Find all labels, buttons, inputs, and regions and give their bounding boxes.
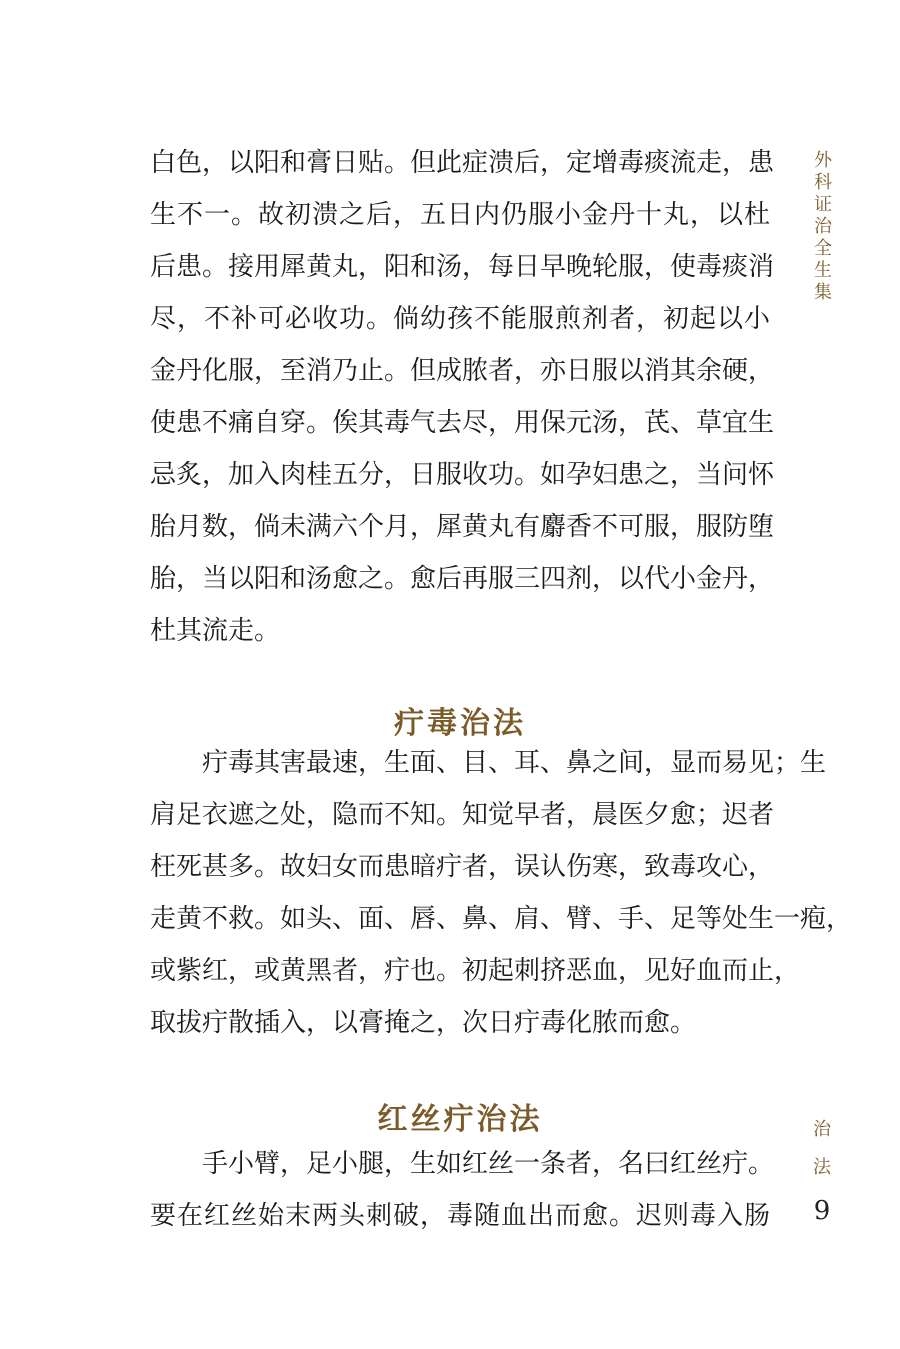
section-title-dingdu: 疔毒治法	[394, 706, 526, 741]
section-title-hongsiding: 红丝疔治法	[377, 1102, 543, 1137]
text-line: 取拔疔散插入，以膏掩之，次日疔毒化脓而愈。	[150, 1008, 697, 1038]
text-line: 手小臂，足小腿，生如红丝一条者，名曰红丝疔。	[202, 1149, 775, 1179]
text-line: 生不一。故初溃之后，五日内仍服小金丹十丸，以杜	[150, 200, 770, 230]
text-line: 要在红丝始末两头刺破，毒随血出而愈。迟则毒入肠	[150, 1201, 770, 1231]
running-header: 外科证治全生集	[811, 150, 832, 304]
text-line: 尽，不补可必收功。倘幼孩不能服煎剂者，初起以小	[150, 304, 770, 334]
section-marker-2: 法	[813, 1157, 831, 1178]
section-marker-1: 治	[813, 1119, 831, 1140]
text-line: 忌炙，加入肉桂五分，日服收功。如孕妇患之，当问怀	[150, 460, 775, 490]
text-line: 金丹化服，至消乃止。但成脓者，亦日服以消其余硬，	[150, 356, 775, 386]
top-border	[0, 0, 900, 8]
text-line: 走黄不救。如头、面、唇、鼻、肩、臂、手、足等处生一疱，	[150, 904, 853, 934]
paragraph-hongsiding	[150, 1138, 775, 1242]
text-line: 白色，以阳和膏日贴。但此症溃后，定增毒痰流走，患	[150, 148, 775, 178]
text-line: 后患。接用犀黄丸，阳和汤，每日早晚轮服，使毒痰消	[150, 252, 775, 282]
text-line: 或紫红，或黄黑者，疔也。初起刺挤恶血，见好血而止，	[150, 956, 801, 986]
text-line: 肩足衣遮之处，隐而不知。知觉早者，晨医夕愈；迟者	[150, 800, 775, 830]
text-line: 枉死甚多。故妇女而患暗疔者，误认伤寒，致毒攻心，	[150, 852, 775, 882]
text-line: 疔毒其害最速，生面、目、耳、鼻之间，显而易见；生	[202, 748, 827, 778]
text-line: 胎月数，倘未满六个月，犀黄丸有麝香不可服，服防堕	[150, 512, 775, 542]
text-line: 使患不痛自穿。俟其毒气去尽，用保元汤，芪、草宜生	[150, 408, 775, 438]
paragraph-dingdu	[150, 737, 853, 1049]
page-number: 9	[813, 1196, 831, 1226]
paragraph-continued	[150, 137, 775, 657]
text-line: 杜其流走。	[150, 616, 281, 646]
text-line: 胎，当以阳和汤愈之。愈后再服三四剂，以代小金丹，	[150, 564, 775, 594]
